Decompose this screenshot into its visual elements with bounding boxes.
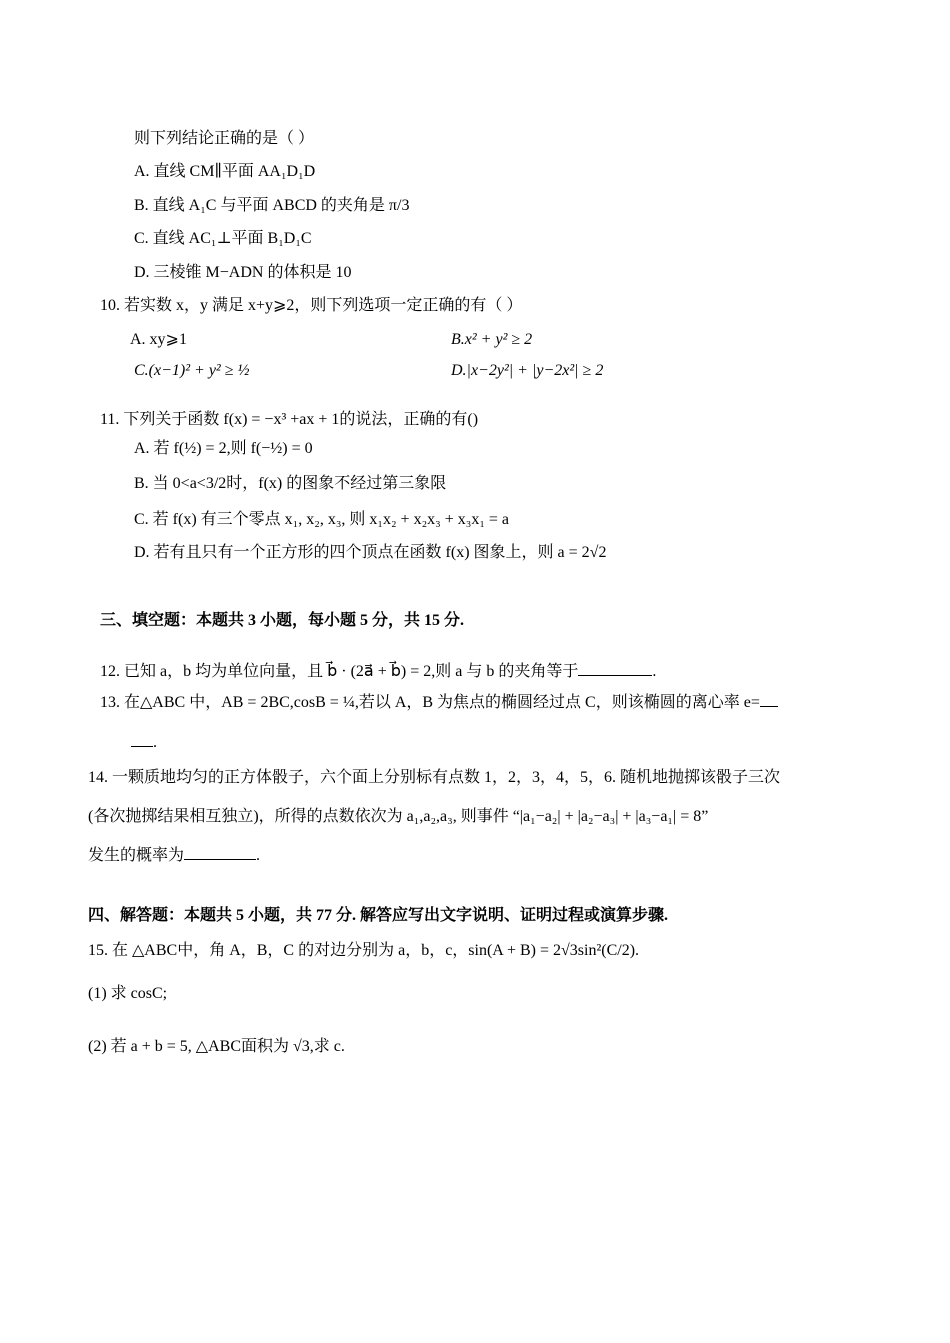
q9-stem: 则下列结论正确的是（ ） — [134, 130, 315, 147]
q11-option-a: A. 若 f(½) = 2,则 f(−½) = 0 — [134, 440, 313, 457]
q15-part2: (2) 若 a + b = 5, △ABC面积为 √3,求 c. — [88, 1038, 345, 1055]
q13-answer-blank-end — [131, 732, 153, 747]
q9-option-d: D. 三棱锥 M−ADN 的体积是 10 — [134, 264, 352, 281]
q9-option-c: C. 直线 AC₁⊥平面 B₁D₁C — [134, 230, 312, 247]
q11-option-c: C. 若 f(x) 有三个零点 x₁, x₂, x₃, 则 x₁x₂ + x₂x₃ + x₃x₁ = a — [134, 511, 510, 528]
q14-end: . — [256, 847, 261, 864]
section3-heading: 三、填空题：本题共 3 小题，每小题 5 分，共 15 分. — [100, 612, 465, 629]
section4-heading: 四、解答题：本题共 5 小题，共 77 分. 解答应写出文字说明、证明过程或演算步骤. — [88, 907, 669, 924]
q14-line3 — [88, 845, 260, 867]
q14-line2: (各次抛掷结果相互独立)，所得的点数依次为 a₁,a₂,a₃, 则事件 “|a₁−a₂| + |a₂−a₃| + |a₃−a₁| = 8” — [88, 808, 709, 825]
q13-answer-blank-start — [760, 692, 778, 707]
q12-answer-blank — [578, 661, 652, 676]
q11-option-b: B. 当 0<a<3/2时，f(x) 的图象不经过第三象限 — [134, 475, 447, 492]
q11-option-d: D. 若有且只有一个正方形的四个顶点在函数 f(x) 图象上，则 a = 2√2 — [134, 544, 607, 561]
q14-answer-blank — [184, 845, 256, 860]
q13-line2-end: . — [153, 734, 157, 751]
q14-line1: 14. 一颗质地均匀的正方体骰子，六个面上分别标有点数 1，2，3，4，5，6. 随机地抛掷该骰子三次 — [88, 769, 781, 786]
q10-stem: 10. 若实数 x，y 满足 x+y⩾2，则下列选项一定正确的有（ ） — [100, 297, 523, 314]
q10-option-b: B.x² + y² ≥ 2 — [451, 331, 533, 348]
q12-end: . — [652, 663, 657, 680]
q11-stem: 11. 下列关于函数 f(x) = −x³ +ax + 1的说法，正确的有() — [100, 411, 479, 428]
q13-line2 — [131, 732, 157, 754]
q10-option-c: C.(x−1)² + y² ≥ ½ — [134, 362, 250, 379]
q9-option-b: B. 直线 A₁C 与平面 ABCD 的夹角是 π/3 — [134, 197, 410, 214]
q13 — [100, 692, 778, 714]
q12-text: 12. 已知 a，b 均为单位向量，且 b⃗ · (2a⃗ + b⃗) = 2,则 a 与 b 的夹角等于 — [100, 663, 579, 680]
q14-line3-text: 发生的概率为 — [88, 847, 185, 864]
q15-stem: 15. 在 △ABC中，角 A，B，C 的对边分别为 a，b，c，sin(A + B) = 2√3sin²(C/2). — [88, 942, 640, 959]
q10-option-d: D.|x−2y²| + |y−2x²| ≥ 2 — [451, 362, 604, 379]
q9-option-a: A. 直线 CM∥平面 AA₁D₁D — [134, 163, 316, 180]
q15-part1: (1) 求 cosC; — [88, 985, 168, 1002]
q12 — [100, 661, 656, 683]
q13-line1: 13. 在△ABC 中，AB = 2BC,cosB = ¼,若以 A，B 为焦点的椭圆经过点 C，则该椭圆的离心率 e= — [100, 694, 760, 711]
q10-option-a: A. xy⩾1 — [130, 331, 187, 348]
